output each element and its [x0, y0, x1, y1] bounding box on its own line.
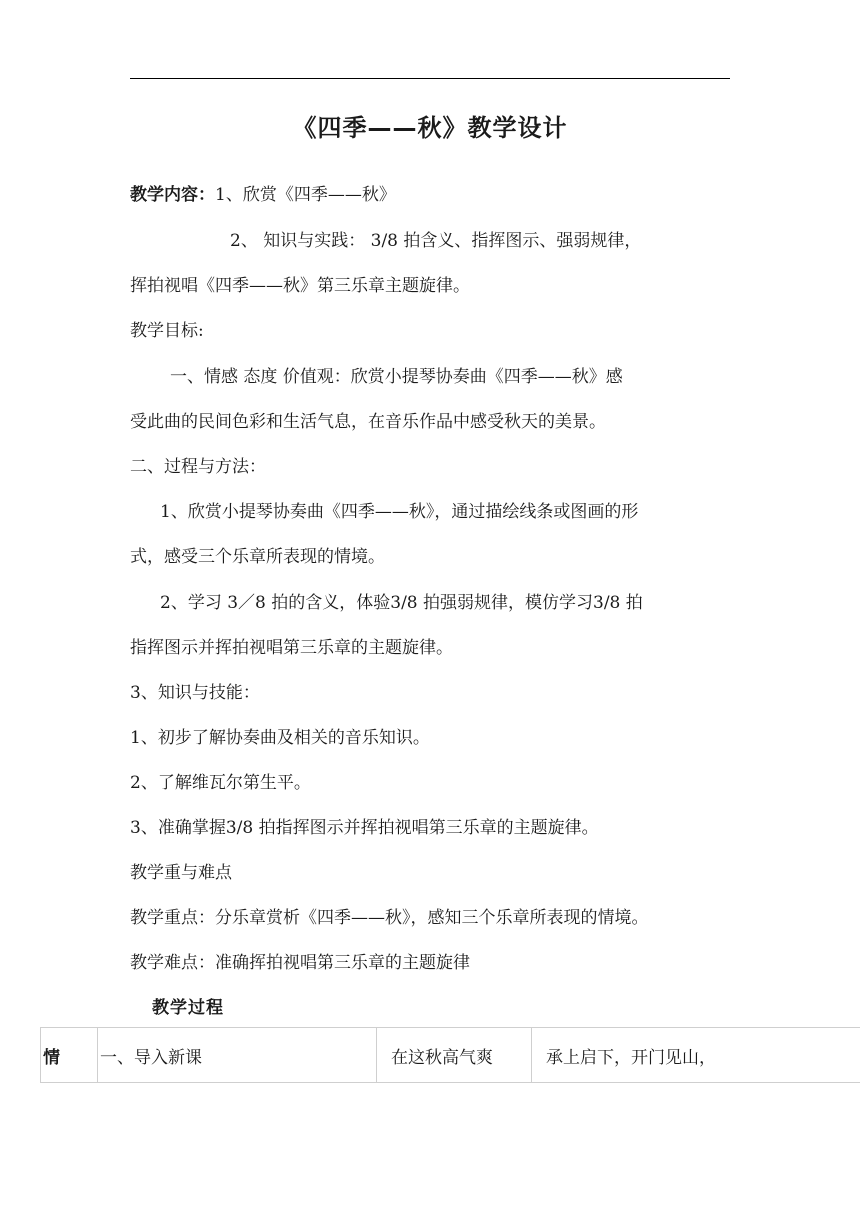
table-row — [41, 1028, 860, 1083]
process-goal-1-line-2: 式，感受三个乐章所表现的情境。 — [130, 547, 385, 567]
content-item-2-line-2: 挥拍视唱《四季——秋》第三乐章主题旋律。 — [130, 276, 470, 296]
process-goal-2-line-2: 指挥图示并挥拍视唱第三乐章的主题旋律。 — [130, 638, 453, 658]
teaching-difficulty: 教学难点：准确挥拍视唱第三乐章的主题旋律 — [130, 953, 470, 973]
emotion-goal-line-1: 一、情感 态度 价值观：欣赏小提琴协奏曲《四季——秋》感 — [170, 367, 623, 387]
content-item-2-line-1: 2、 知识与实践： 3/8 拍含义、指挥图示、强弱规律， — [230, 231, 642, 251]
header-rule — [130, 78, 730, 79]
content-label: 教学内容： — [130, 185, 215, 205]
knowledge-item-1: 1、初步了解协奏曲及相关的音乐知识。 — [130, 728, 430, 748]
process-goal-1-line-1: 1、欣赏小提琴协奏曲《四季——秋》，通过描绘线条或图画的形 — [160, 502, 639, 522]
content-item-1: 1、欣赏《四季——秋》 — [215, 185, 396, 205]
process-goal-2-line-1: 2、学习 3／8 拍的含义，体验3/8 拍强弱规律，模仿学习3/8 拍 — [160, 593, 643, 613]
content-line — [130, 183, 730, 207]
process-method-heading: 二、过程与方法： — [130, 457, 266, 477]
knowledge-heading: 3、知识与技能： — [130, 683, 260, 703]
emotion-goal-line-2: 受此曲的民间色彩和生活气息，在音乐作品中感受秋天的美景。 — [130, 412, 606, 432]
teaching-process-heading: 教学过程 — [152, 998, 224, 1018]
table-cell-stage: 情 — [41, 1028, 98, 1083]
knowledge-item-3: 3、准确掌握3/8 拍指挥图示并挥拍视唱第三乐章的主题旋律。 — [130, 818, 599, 838]
document-title: 《四季——秋》教学设计 — [292, 114, 568, 142]
lesson-process-table — [40, 1027, 860, 1083]
knowledge-item-2: 2、了解维瓦尔第生平。 — [130, 773, 311, 793]
teaching-focus: 教学重点：分乐章赏析《四季——秋》，感知三个乐章所表现的情境。 — [130, 908, 649, 928]
table-cell-step: 一、导入新课 — [98, 1028, 377, 1083]
table-cell-activity: 在这秋高气爽 — [377, 1028, 532, 1083]
key-points-heading: 教学重与难点 — [130, 863, 232, 883]
table-cell-intent: 承上启下，开门见山， — [532, 1028, 860, 1083]
goals-heading: 教学目标: — [130, 321, 204, 341]
